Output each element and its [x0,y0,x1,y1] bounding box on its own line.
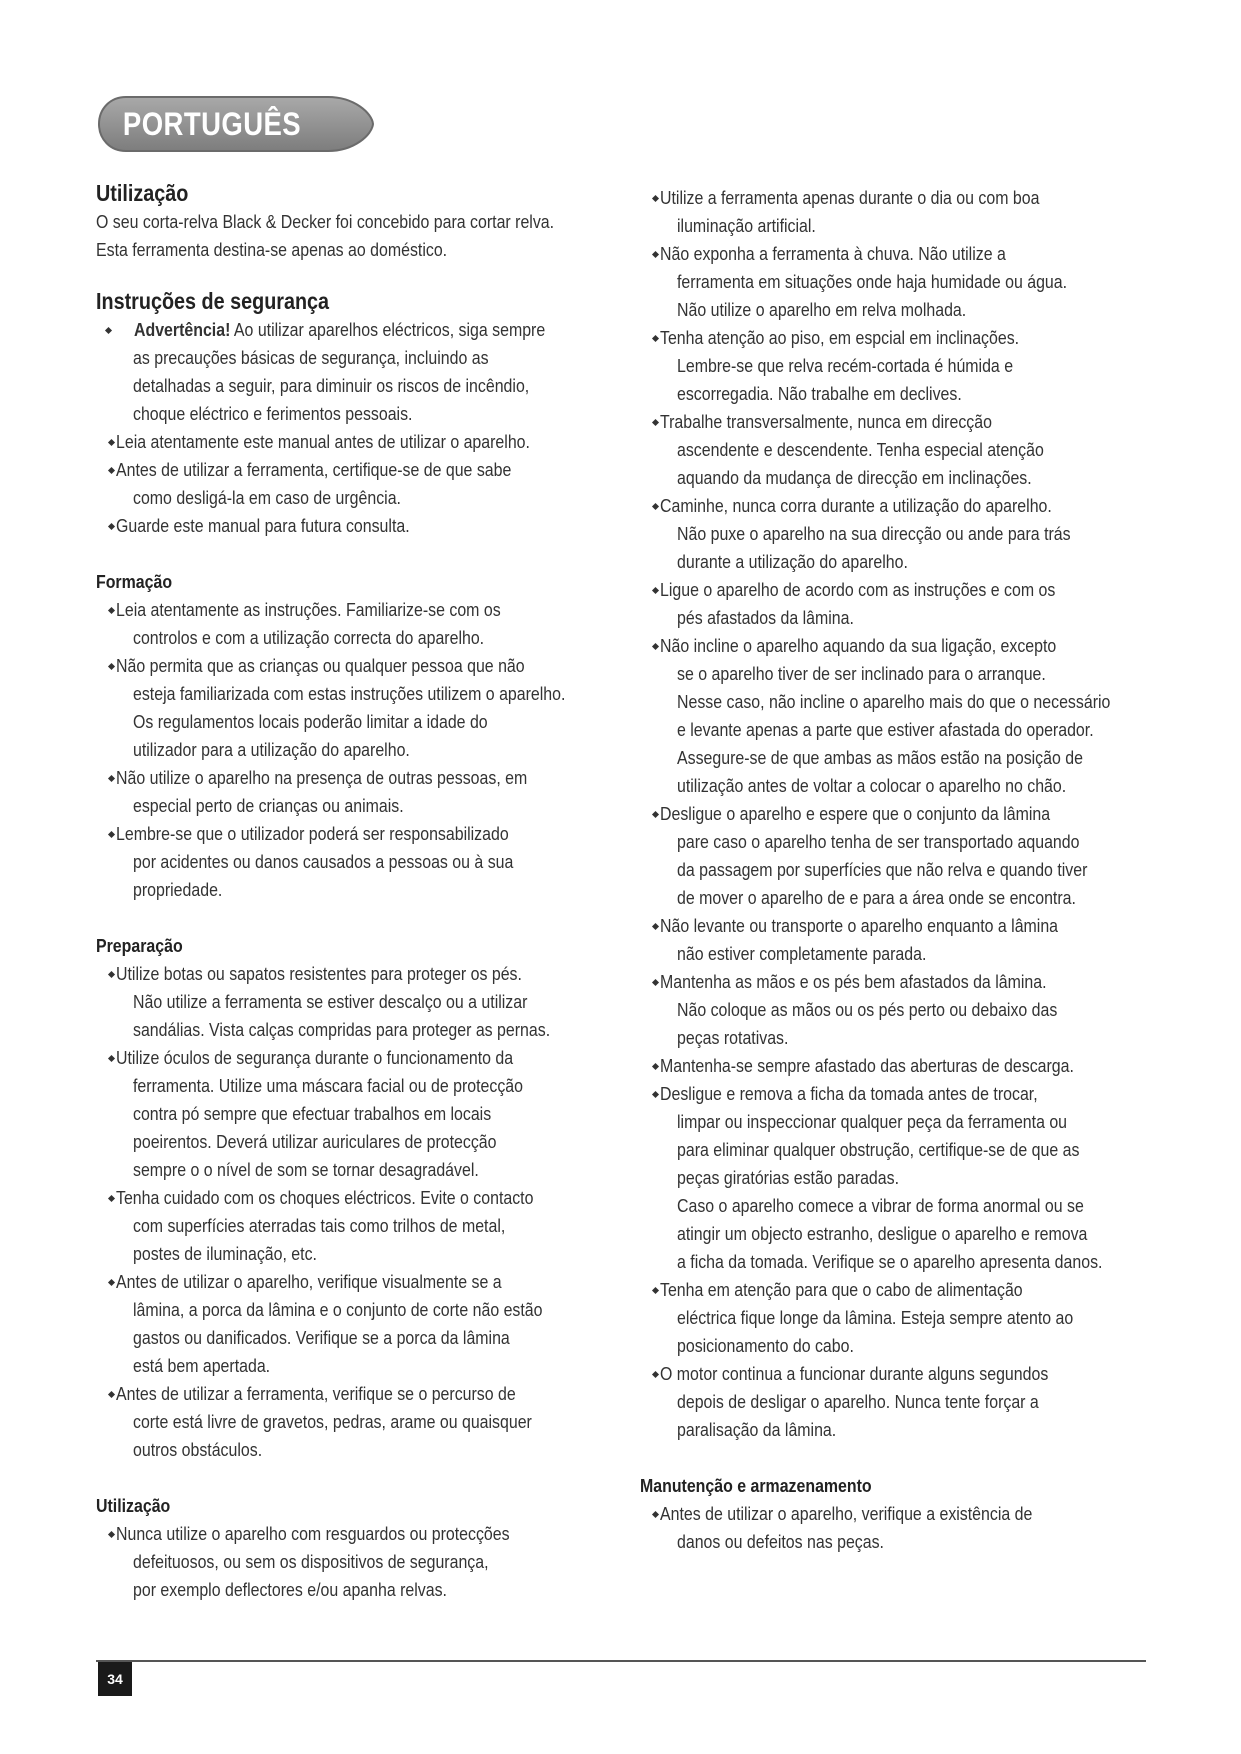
list-item: Não levante ou transporte o aparelho enquanto a lâmina não estiver completamente parada. [640,912,1155,968]
list-item: Utilize botas ou sapatos resistentes para proteger os pés. Não utilize a ferramenta se estiver descalço ou a utilizar sandálias. Vista calças compridas para proteger as pernas. [96,960,606,1044]
diamond-bullet-icon [107,1380,115,1408]
heading-formacao: Formação [96,571,173,592]
list-item: Antes de utilizar a ferramenta, certifique-se de que sabe como desligá-la em caso de urgência. [96,456,606,512]
list-item: O motor continua a funcionar durante alguns segundos depois de desligar o aparelho. Nunca tente forçar a paralisação da lâmina. [640,1360,1155,1444]
heading-utilizacao-seguranca: Utilização [96,1495,171,1516]
list-item: Utilize a ferramenta apenas durante o dia ou com boa iluminação artificial. [640,184,1155,240]
list-item: Lembre-se que o utilizador poderá ser responsabilizado por acidentes ou danos causados a pessoas ou à sua propriedade. [96,820,606,904]
diamond-bullet-icon [107,512,115,540]
diamond-bullet-icon [107,820,115,848]
diamond-bullet-icon [651,1052,659,1080]
diamond-bullet-icon [651,800,659,828]
section-manutencao [640,1472,1155,1556]
diamond-bullet-icon [107,1184,115,1212]
diamond-bullet-icon [651,968,659,996]
diamond-bullet-icon [651,492,659,520]
paragraph-line: Esta ferramenta destina-se apenas ao doméstico. [96,239,448,260]
list-item: Desligue o aparelho e espere que o conjunto da lâmina pare caso o aparelho tenha de ser transportado aquando da passagem por superfícies que não relva e quando tiver de mover o aparelho de e para a área onde se encontra. [640,800,1155,912]
diamond-bullet-icon [651,1080,659,1108]
diamond-bullet-icon [651,1360,659,1388]
diamond-bullet-icon [107,428,115,456]
list-item: Trabalhe transversalmente, nunca em direcção ascendente e descendente. Tenha especial atenção aquando da mudança de direcção em inclinações. [640,408,1155,492]
list-item: Mantenha as mãos e os pés bem afastados da lâmina. Não coloque as mãos ou os pés perto ou debaixo das peças rotativas. [640,968,1155,1052]
list-item: Guarde este manual para futura consulta. [96,512,606,540]
list-item: Não permita que as crianças ou qualquer pessoa que não esteja familiarizada com estas instruções utilizem o aparelho. Os regulamentos locais poderão limitar a idade do utilizador para a utilização do aparelho. [96,652,606,764]
diamond-bullet-icon [107,1044,115,1072]
section-utilizacao [96,178,606,264]
footer-rule [96,1660,1146,1662]
diamond-bullet-icon [651,1500,659,1528]
section-formacao [96,568,606,904]
list-item: Tenha em atenção para que o cabo de alimentação eléctrica fique longe da lâmina. Esteja sempre atento ao posicionamento do cabo. [640,1276,1155,1360]
list-item: Antes de utilizar o aparelho, verifique a existência de danos ou defeitos nas peças. [640,1500,1155,1556]
diamond-bullet-icon [107,1520,115,1548]
diamond-bullet-icon [107,960,115,988]
right-bullet-list [640,184,1155,1444]
diamond-bullet-icon [651,576,659,604]
heading-manutencao: Manutenção e armazenamento [640,1475,872,1496]
diamond-bullet-icon [651,632,659,660]
diamond-bullet-icon [107,456,115,484]
list-item: Tenha cuidado com os choques eléctricos. Evite o contacto com superfícies aterradas tais como trilhos de metal, postes de iluminação, etc. [96,1184,606,1268]
diamond-bullet-icon [651,240,659,268]
diamond-bullet-icon [651,324,659,352]
diamond-bullet-icon [651,912,659,940]
list-item: Antes de utilizar a ferramenta, verifique se o percurso de corte está livre de gravetos, pedras, arame ou quaisquer outros obstáculos. [96,1380,606,1464]
list-item: Não incline o aparelho aquando da sua ligação, excepto se o aparelho tiver de ser inclinado para o arranque. Nesse caso, não incline o aparelho mais do que o necessário e levante apenas a parte que estiver afastada do operador. Assegure-se de que ambas as mãos estão na posição de utilização antes de voltar a colocar o aparelho no chão. [640,632,1155,800]
list-item: Não utilize o aparelho na presença de outras pessoas, em especial perto de crianças ou animais. [96,764,606,820]
list-item: Desligue e remova a ficha da tomada antes de trocar, limpar ou inspeccionar qualquer peça da ferramenta ou para eliminar qualquer obstrução, certifique-se de que as peças giratórias estão paradas. Caso o aparelho comece a vibrar de forma anormal ou se atingir um objecto estranho, desligue o aparelho e remova a ficha da tomada. Verifique se o aparelho apresenta danos. [640,1080,1155,1276]
diamond-bullet-icon [651,408,659,436]
section-utilizacao-seguranca [96,1492,606,1604]
section-instrucoes-seguranca: Instruções de segurança Advertência! Ao utilizar aparelhos eléctricos, siga sempre as precauções básicas de segurança, incluindo as detalhadas a seguir, para diminuir os riscos de incêndio, choque eléctrico e ferimentos pessoais. Leia atentamente este manual antes de utilizar o aparelho. Antes de utilizar a ferramenta, certifique-se de que sabe como desligá-la em caso de urgência. Guarde este manual para futura consulta. [96,286,606,540]
left-column [96,178,606,1604]
language-label: PORTUGUÊS [122,105,302,142]
list-item: Nunca utilize o aparelho com resguardos ou protecções defeituosos, ou sem os dispositivos de segurança, por exemplo deflectores e/ou apanha relvas. [96,1520,606,1604]
diamond-bullet-icon [107,1268,115,1296]
list-item: Tenha atenção ao piso, em espcial em inclinações. Lembre-se que relva recém-cortada é húmida e escorregadia. Não trabalhe em declives. [640,324,1155,408]
diamond-bullet-icon [107,596,115,624]
warning-item: Advertência! Ao utilizar aparelhos eléctricos, siga sempre [96,316,606,344]
list-item: Leia atentamente este manual antes de utilizar o aparelho. [96,428,606,456]
section-preparacao [96,932,606,1464]
list-item: Ligue o aparelho de acordo com as instruções e com os pés afastados da lâmina. [640,576,1155,632]
list-item: Caminhe, nunca corra durante a utilização do aparelho. Não puxe o aparelho na sua direcção ou ande para trás durante a utilização do aparelho. [640,492,1155,576]
list-item: Utilize óculos de segurança durante o funcionamento da ferramenta. Utilize uma máscara facial ou de protecção contra pó sempre que efectuar trabalhos em locais poeirentos. Deverá utilizar auriculares de protecção sempre o o nível de som se tornar desagradável. [96,1044,606,1184]
heading-instrucoes-seguranca: Instruções de segurança [96,288,330,314]
warning-label: Advertência! [134,319,231,340]
diamond-bullet-icon [107,652,115,680]
language-tab [96,95,376,153]
heading-preparacao: Preparação [96,935,183,956]
list-item: Mantenha-se sempre afastado das aberturas de descarga. [640,1052,1155,1080]
diamond-bullet-icon [651,184,659,212]
list-item: Leia atentamente as instruções. Familiarize-se com os controlos e com a utilização correcta do aparelho. [96,596,606,652]
list-item: Não exponha a ferramenta à chuva. Não utilize a ferramenta em situações onde haja humidade ou água. Não utilize o aparelho em relva molhada. [640,240,1155,324]
list-item: Antes de utilizar o aparelho, verifique visualmente se a lâmina, a porca da lâmina e o conjunto de corte não estão gastos ou danificados. Verifique se a porca da lâmina está bem apertada. [96,1268,606,1380]
diamond-bullet-icon [107,764,115,792]
page-number: 34 [98,1662,132,1696]
diamond-bullet-icon [651,1276,659,1304]
diamond-bullet-icon [104,316,112,344]
paragraph-line: O seu corta-relva Black & Decker foi concebido para cortar relva. [96,211,555,232]
heading-utilizacao: Utilização [96,180,189,206]
right-column [640,178,1155,1556]
